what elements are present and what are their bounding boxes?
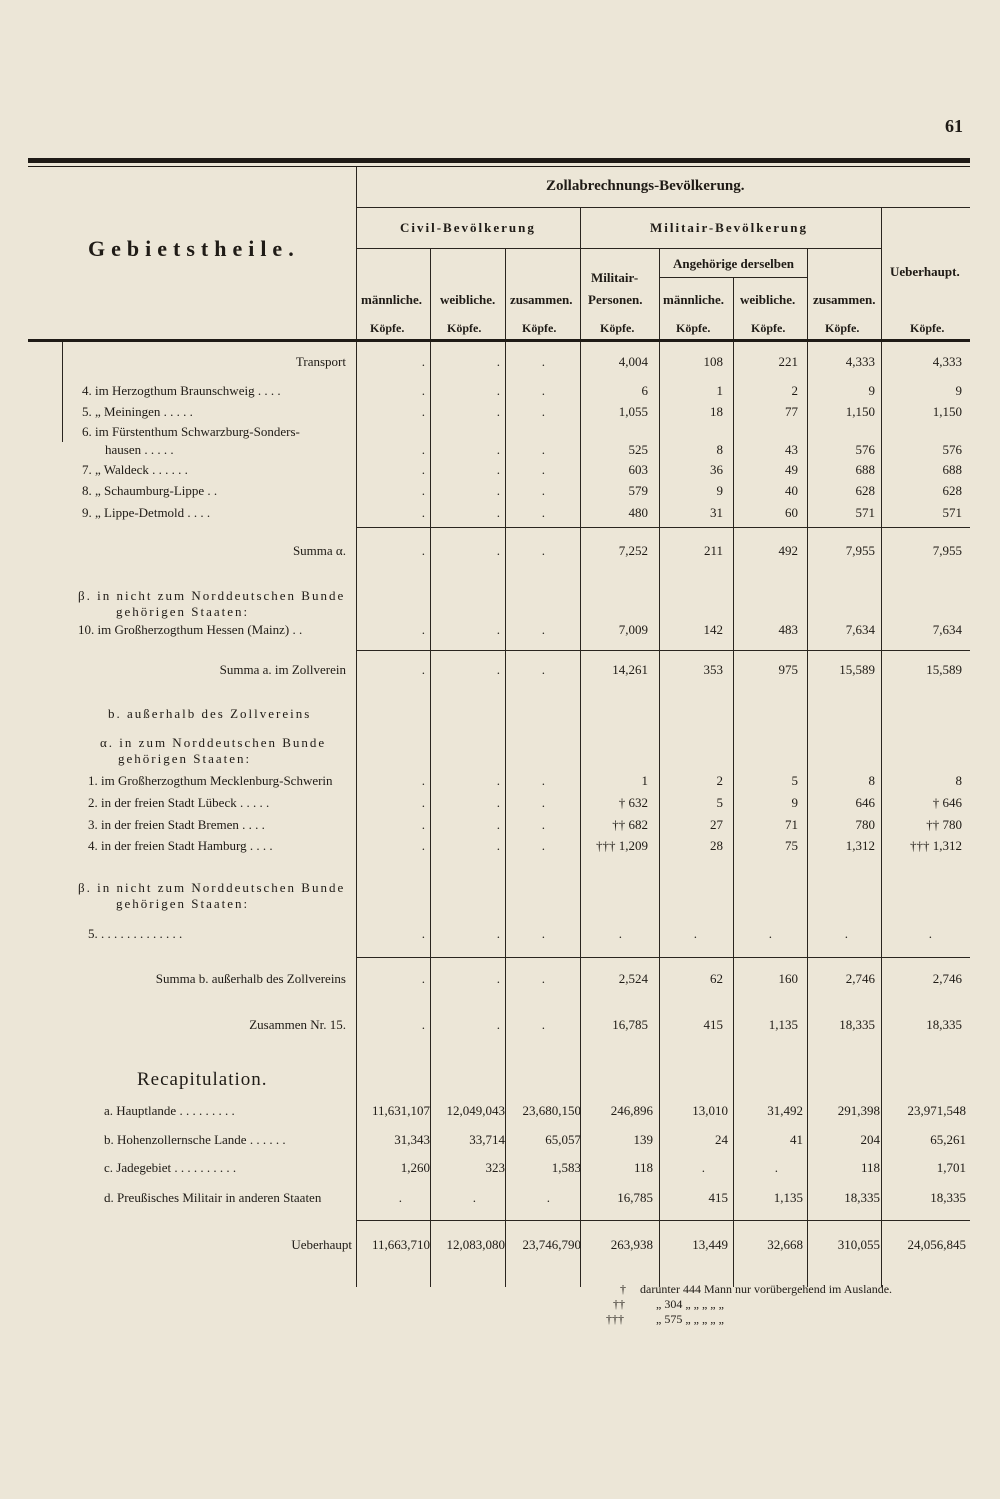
cell: .	[421, 383, 425, 398]
cell: .	[541, 404, 545, 419]
cell: 415	[708, 1190, 728, 1205]
cell: 62	[710, 971, 723, 986]
cell: 483	[778, 622, 798, 637]
cell: 23,971,548	[907, 1103, 966, 1118]
row-label-cont: gehörigen Staaten:	[116, 604, 250, 619]
cell: 2,746	[845, 971, 875, 986]
cell: 32,668	[767, 1237, 803, 1252]
row-label: Transport	[295, 354, 346, 369]
cell: 576	[855, 442, 875, 457]
cell: 353	[703, 662, 723, 677]
cell: .	[496, 817, 500, 832]
section-heading-cont	[0, 604, 1000, 624]
cell: .	[844, 926, 848, 941]
cell: 13,010	[692, 1103, 728, 1118]
header-rule	[356, 207, 970, 208]
cell: 1,135	[768, 1017, 798, 1032]
row-label: 3. in der freien Stadt Bremen . . . .	[88, 817, 265, 832]
cell: 65,057	[545, 1132, 581, 1147]
cell: ††† 1,209	[596, 838, 648, 853]
cell: .	[496, 1017, 500, 1032]
cell: .	[496, 483, 500, 498]
cell: 77	[785, 404, 798, 419]
row-label: 1. im Großherzogthum Mecklenburg-Schwerin	[88, 773, 333, 788]
civil-header: Civil-Bevölkerung	[400, 220, 536, 235]
row-label: a. Hauptlande . . . . . . . . .	[104, 1103, 235, 1118]
row-label: 4. im Herzogthum Braunschweig . . . .	[82, 383, 281, 398]
cell: 2,746	[932, 971, 962, 986]
unit-label: Köpfe.	[447, 321, 482, 335]
cell: .	[421, 662, 425, 677]
cell: 33,714	[469, 1132, 505, 1147]
table-row	[0, 1103, 1000, 1123]
cell: 5	[716, 795, 723, 810]
cell: .	[421, 622, 425, 637]
cell: †† 780	[926, 817, 962, 832]
cell: 492	[778, 543, 798, 558]
row-label: β. in nicht zum Norddeutschen Bunde	[78, 588, 346, 603]
top-rule	[28, 158, 970, 163]
civil-male-header: männliche.	[361, 292, 423, 307]
cell: 15,589	[926, 662, 962, 677]
cell: .	[541, 838, 545, 853]
row-label: b. außerhalb des Zollvereins	[108, 706, 312, 721]
cell: 9	[791, 795, 798, 810]
table-row	[0, 505, 1000, 525]
cell: 12,049,043	[446, 1103, 505, 1118]
section-rule	[356, 1220, 970, 1221]
cell: .	[421, 838, 425, 853]
cell: .	[496, 662, 500, 677]
table-row	[0, 1160, 1000, 1180]
section-heading-cont	[0, 896, 1000, 916]
cell: 24	[715, 1132, 728, 1147]
main-header: Zollabrechnungs-Bevölkerung.	[546, 178, 745, 194]
table-row	[0, 1237, 1000, 1257]
cell: 1,150	[932, 404, 962, 419]
cell: 1,583	[551, 1160, 581, 1175]
cell: 7,955	[932, 543, 962, 558]
cell: 415	[703, 1017, 723, 1032]
unit-label: Köpfe.	[676, 321, 711, 335]
cell: 13,449	[692, 1237, 728, 1252]
cell: 23,680,150	[522, 1103, 581, 1118]
table-row	[0, 442, 1000, 462]
cell: 246,896	[610, 1103, 653, 1118]
dep-male-header: männliche.	[663, 292, 725, 307]
cell: .	[421, 404, 425, 419]
row-label: 5. „ Meiningen . . . . .	[82, 404, 193, 419]
cell: 688	[942, 462, 962, 477]
cell: .	[541, 483, 545, 498]
cell: 1,150	[845, 404, 875, 419]
footnote-text: „ 575 „ „ „ „ „	[656, 1312, 724, 1326]
section-heading-cont	[0, 751, 1000, 771]
row-label-cont: gehörigen Staaten:	[116, 896, 250, 911]
cell: 221	[778, 354, 798, 369]
row-label: 9. „ Lippe-Detmold . . . .	[82, 505, 211, 520]
table-row	[0, 817, 1000, 837]
table-row	[0, 1190, 1000, 1210]
cell: 571	[942, 505, 962, 520]
cell: 28	[710, 838, 723, 853]
cell: 603	[628, 462, 648, 477]
cell: .	[496, 622, 500, 637]
row-label: Summa α.	[292, 543, 346, 558]
cell: .	[496, 971, 500, 986]
cell: 160	[778, 971, 798, 986]
row-label: 7. „ Waldeck . . . . . .	[82, 462, 188, 477]
cell: 7,634	[932, 622, 962, 637]
cell: .	[496, 543, 500, 558]
cell: 7,634	[845, 622, 875, 637]
row-label: b. Hohenzollernsche Lande . . . . . .	[104, 1132, 286, 1147]
cell: 9	[868, 383, 875, 398]
cell: 579	[628, 483, 648, 498]
civil-total-header: zusammen.	[510, 292, 573, 307]
section-rule	[356, 527, 970, 528]
cell: 6	[641, 383, 648, 398]
cell: .	[541, 795, 545, 810]
table-row	[0, 1017, 1000, 1037]
cell: .	[541, 442, 545, 457]
cell: 18,335	[839, 1017, 875, 1032]
cell: .	[546, 1190, 550, 1205]
cell: 18,335	[930, 1190, 966, 1205]
cell: .	[421, 773, 425, 788]
table-row	[0, 404, 1000, 424]
row-label: 4. in der freien Stadt Hamburg . . . .	[88, 838, 273, 853]
cell: 646	[855, 795, 875, 810]
table-row	[0, 424, 1000, 444]
cell: 571	[855, 505, 875, 520]
cell: † 646	[932, 795, 962, 810]
cell: .	[496, 795, 500, 810]
cell: 480	[628, 505, 648, 520]
cell: .	[701, 1160, 705, 1175]
cell: .	[541, 354, 545, 369]
cell: .	[421, 483, 425, 498]
cell: .	[496, 404, 500, 419]
cell: .	[774, 1160, 778, 1175]
cell: .	[541, 383, 545, 398]
cell: 8	[955, 773, 962, 788]
cell: .	[421, 971, 425, 986]
row-label: α. in zum Norddeutschen Bunde	[100, 735, 327, 750]
cell: 975	[778, 662, 798, 677]
cell: .	[693, 926, 697, 941]
cell: ††† 1,312	[910, 838, 962, 853]
cell: 576	[942, 442, 962, 457]
cell: .	[541, 662, 545, 677]
cell: .	[421, 543, 425, 558]
table-row	[0, 926, 1000, 946]
footnote-mark: ††	[613, 1297, 625, 1311]
cell: 525	[628, 442, 648, 457]
cell: 291,398	[837, 1103, 880, 1118]
row-label: Summa b. außerhalb des Zollvereins	[155, 971, 346, 986]
cell: 15,589	[839, 662, 875, 677]
cell: 11,663,710	[371, 1237, 430, 1252]
cell: 60	[785, 505, 798, 520]
table-row	[0, 462, 1000, 482]
row-label-cont: gehörigen Staaten:	[118, 751, 252, 766]
section-rule	[356, 957, 970, 958]
cell: .	[541, 926, 545, 941]
cell: 9	[716, 483, 723, 498]
row-label: 2. in der freien Stadt Lübeck . . . . .	[88, 795, 270, 810]
section-rule	[356, 650, 970, 651]
mil-persons-header-1: Militair-	[591, 270, 639, 285]
cell: 2	[716, 773, 723, 788]
cell: 7,252	[618, 543, 648, 558]
cell: .	[768, 926, 772, 941]
recapitulation-heading: Recapitulation.	[137, 1069, 268, 1090]
cell: 1,312	[845, 838, 875, 853]
cell: 7,955	[845, 543, 875, 558]
civil-female-header: weibliche.	[440, 292, 496, 307]
cell: .	[541, 505, 545, 520]
dep-female-header: weibliche.	[740, 292, 796, 307]
cell: .	[421, 926, 425, 941]
table-row	[0, 795, 1000, 815]
cell: 1,701	[936, 1160, 966, 1175]
row-label: 5. . . . . . . . . . . . . .	[88, 926, 183, 941]
cell: 16,785	[612, 1017, 648, 1032]
cell: .	[496, 354, 500, 369]
table-row	[0, 383, 1000, 403]
cell: 41	[790, 1132, 803, 1147]
cell: .	[496, 838, 500, 853]
cell: 31,343	[394, 1132, 430, 1147]
cell: .	[541, 773, 545, 788]
military-header: Militair-Bevölkerung	[650, 220, 808, 235]
table-row	[0, 483, 1000, 503]
table-row	[0, 622, 1000, 642]
cell: 4,333	[845, 354, 875, 369]
cell: 36	[710, 462, 723, 477]
footnote-mark: †††	[606, 1312, 624, 1326]
cell: 118	[860, 1160, 880, 1175]
mil-total-header: zusammen.	[813, 292, 876, 307]
row-label: Summa a. im Zollverein	[219, 662, 346, 677]
row-label-cont: hausen . . . . .	[105, 442, 174, 457]
cell: .	[398, 1190, 402, 1205]
row-label: β. in nicht zum Norddeutschen Bunde	[78, 880, 346, 895]
cell: 31,492	[767, 1103, 803, 1118]
cell: .	[541, 1017, 545, 1032]
unit-label: Köpfe.	[600, 321, 635, 335]
dependents-header: Angehörige derselben	[673, 256, 794, 271]
cell: .	[421, 462, 425, 477]
cell: 211	[703, 543, 723, 558]
unit-label: Köpfe.	[910, 321, 945, 335]
cell: 31	[710, 505, 723, 520]
table-row	[0, 1132, 1000, 1152]
cell: 628	[855, 483, 875, 498]
footnote-mark: †	[620, 1282, 626, 1296]
cell: .	[421, 795, 425, 810]
cell: .	[928, 926, 932, 941]
cell: 118	[633, 1160, 653, 1175]
table-row	[0, 662, 1000, 682]
cell: .	[421, 354, 425, 369]
header-bottom-rule	[28, 339, 970, 342]
cell: .	[421, 1017, 425, 1032]
cell: 49	[785, 462, 798, 477]
cell: 12,083,080	[446, 1237, 505, 1252]
overall-header: Ueberhaupt.	[890, 264, 960, 279]
unit-label: Köpfe.	[370, 321, 405, 335]
top-rule-thin	[28, 166, 970, 167]
cell: 40	[785, 483, 798, 498]
cell: †† 682	[612, 817, 648, 832]
cell: 75	[785, 838, 798, 853]
cell: 43	[785, 442, 798, 457]
unit-label: Köpfe.	[751, 321, 786, 335]
table-row	[0, 543, 1000, 563]
cell: .	[421, 442, 425, 457]
cell: 8	[868, 773, 875, 788]
cell: 18,335	[926, 1017, 962, 1032]
row-label: 8. „ Schaumburg-Lippe . .	[82, 483, 218, 498]
cell: 8	[716, 442, 723, 457]
region-header: Gebietstheile.	[88, 236, 300, 261]
cell: .	[496, 773, 500, 788]
cell: .	[496, 505, 500, 520]
cell: 14,261	[612, 662, 648, 677]
header-rule	[356, 248, 881, 249]
section-heading	[0, 706, 1000, 726]
mil-persons-header-2: Personen.	[588, 292, 643, 307]
cell: 1,260	[400, 1160, 430, 1175]
cell: .	[496, 442, 500, 457]
cell: 1,055	[618, 404, 648, 419]
cell: 7,009	[618, 622, 648, 637]
cell: 11,631,107	[371, 1103, 430, 1118]
cell: 4,004	[618, 354, 648, 369]
cell: 9	[955, 383, 962, 398]
table-row	[0, 838, 1000, 858]
cell: 780	[855, 817, 875, 832]
cell: .	[496, 926, 500, 941]
cell: 23,746,790	[522, 1237, 581, 1252]
cell: 310,055	[837, 1237, 880, 1252]
cell: 139	[633, 1132, 653, 1147]
cell: 323	[485, 1160, 505, 1175]
cell: 2	[791, 383, 798, 398]
header-rule	[659, 277, 807, 278]
cell: 2,524	[618, 971, 648, 986]
cell: 18,335	[844, 1190, 880, 1205]
cell: 1	[716, 383, 723, 398]
row-label: d. Preußisches Militair in anderen Staaten	[104, 1190, 322, 1205]
row-label: 10. im Großherzogthum Hessen (Mainz) . .	[78, 622, 303, 637]
table-row	[0, 773, 1000, 793]
cell: .	[421, 817, 425, 832]
cell: .	[541, 462, 545, 477]
table-row	[0, 971, 1000, 991]
cell: 4,333	[932, 354, 962, 369]
cell: 65,261	[930, 1132, 966, 1147]
table-row	[0, 354, 1000, 374]
cell: 27	[710, 817, 723, 832]
cell: 263,938	[610, 1237, 653, 1252]
cell: .	[472, 1190, 476, 1205]
row-label: Ueberhaupt	[291, 1237, 352, 1252]
cell: 108	[703, 354, 723, 369]
cell: 5	[791, 773, 798, 788]
unit-label: Köpfe.	[522, 321, 557, 335]
cell: 16,785	[617, 1190, 653, 1205]
footnote-text: „ 304 „ „ „ „ „	[656, 1297, 724, 1311]
cell: 1,135	[773, 1190, 803, 1205]
cell: † 632	[618, 795, 648, 810]
row-label: 6. im Fürstenthum Schwarzburg-Sonders-	[82, 424, 300, 439]
cell: 24,056,845	[907, 1237, 966, 1252]
row-label: Zusammen Nr. 15.	[249, 1017, 346, 1032]
cell: 688	[855, 462, 875, 477]
cell: 1	[641, 773, 648, 788]
page-number: 61	[945, 116, 963, 136]
unit-label: Köpfe.	[825, 321, 860, 335]
cell: .	[541, 622, 545, 637]
cell: .	[421, 505, 425, 520]
footnote-text: darunter 444 Mann nur vorübergehend im Auslande.	[640, 1282, 893, 1296]
cell: .	[496, 383, 500, 398]
cell: .	[618, 926, 622, 941]
cell: 18	[710, 404, 723, 419]
cell: 204	[860, 1132, 880, 1147]
row-label: c. Jadegebiet . . . . . . . . . .	[104, 1160, 237, 1175]
cell: .	[541, 543, 545, 558]
cell: .	[541, 971, 545, 986]
cell: .	[496, 462, 500, 477]
cell: 628	[942, 483, 962, 498]
cell: 142	[703, 622, 723, 637]
cell: 71	[785, 817, 798, 832]
cell: .	[541, 817, 545, 832]
